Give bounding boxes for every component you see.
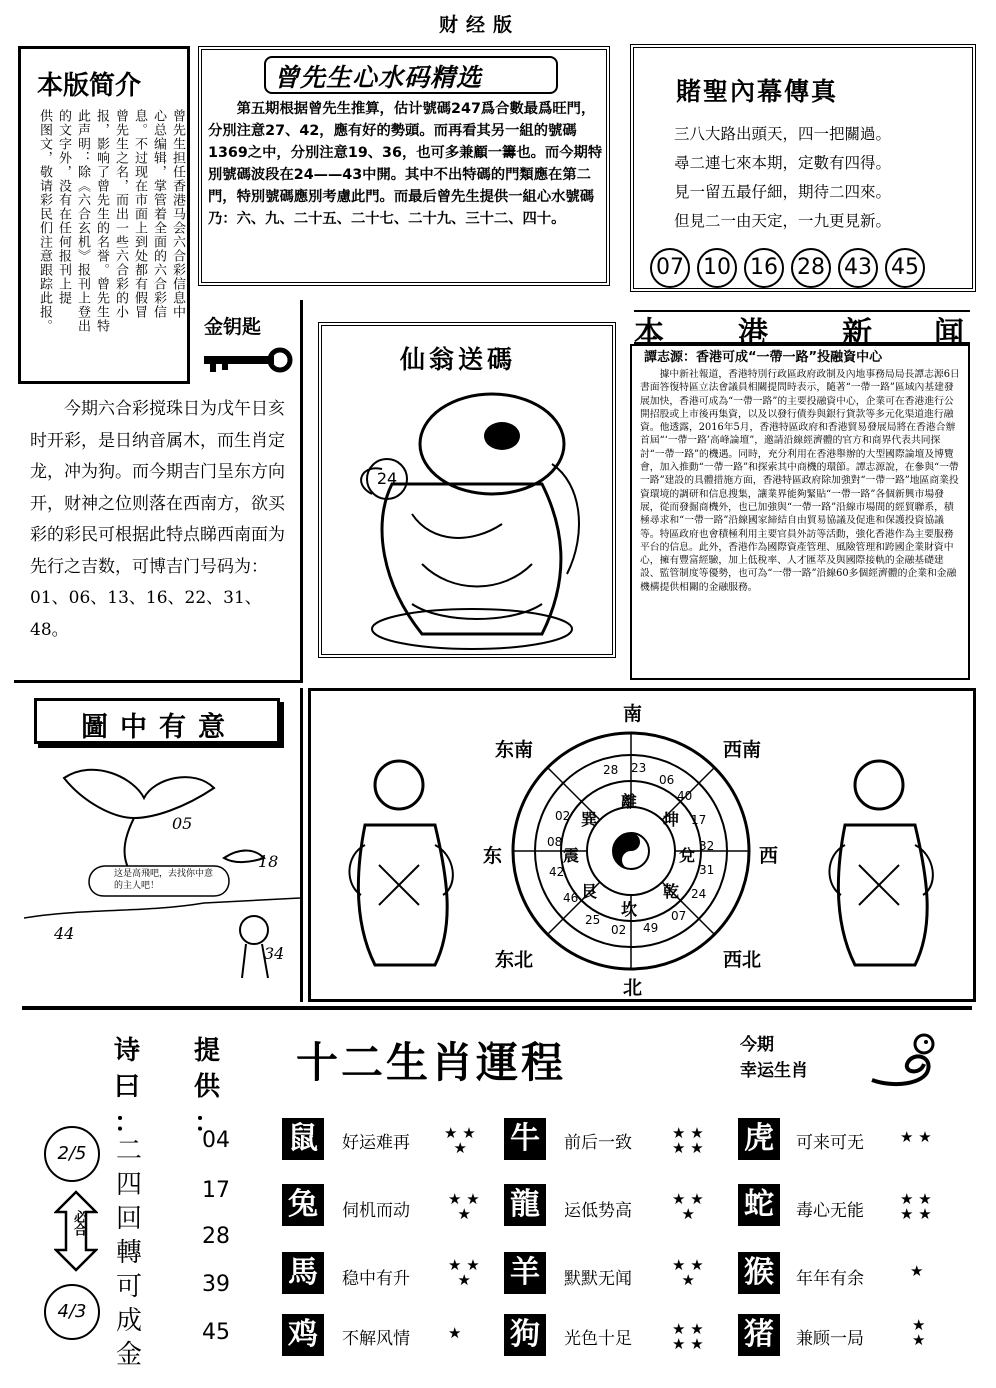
masthead-title: 财经版 <box>439 14 521 36</box>
fraction-circle-bottom <box>44 1284 100 1340</box>
compass-number: 06 <box>659 773 675 787</box>
poem-label-char: 曰 <box>113 1072 140 1102</box>
trigram: 離 <box>621 792 638 811</box>
compass-section <box>308 688 976 1002</box>
zodiac-fortune: 不解风情 <box>342 1329 410 1349</box>
zodiac-stars: ★ ★ ★ <box>672 1190 704 1223</box>
compass-dir-nw: 西南 <box>723 739 762 761</box>
intro-col: 的文字外，没有在任何报刊上提 <box>56 109 71 305</box>
compass-number: 08 <box>547 835 563 849</box>
poem-char: 轉 <box>115 1238 142 1268</box>
insider-line: 但見二一由天定，一九更見新。 <box>674 212 892 230</box>
intro-col: 息。不过现在市面上到处都有假冒 <box>132 109 147 319</box>
compass-number: 25 <box>585 913 601 927</box>
zodiac-stars: ★ ★ ★ <box>448 1190 480 1223</box>
merge-label: 必合 <box>71 1210 86 1236</box>
compass-dir-ne: 东南 <box>495 739 534 761</box>
intro-col: 曾先生担任香港马会六合彩信息中 <box>170 109 185 319</box>
intro-col: 此声明：除《六合玄机》报刊上登出 <box>75 109 90 333</box>
water-body: 第五期根据曾先生推算，估计號碼247爲合數最爲旺門，分別注意27、42，應有好的勢頭。而再看其另一組的號碼1369之中，分別注意19、36，也可多兼顧一籌也。而今期特別號碼波段在24——43中開。其中不出特碼的門類應在第二門，特別號碼應別考慮此門。而最后曾先生提供一組心水號碼乃：六、九、二十五、二十七、二十九、三十二、四十。 <box>208 101 603 227</box>
section-divider <box>22 1006 972 1010</box>
zodiac-stars: ★ ★ ★ ★ <box>672 1124 704 1157</box>
poem-char: 回 <box>115 1204 142 1234</box>
news-banner-char: 本 <box>634 316 664 351</box>
picture-title-box <box>34 698 280 744</box>
trigram: 乾 <box>663 882 680 901</box>
compass-dir-s: 北 <box>623 977 643 999</box>
golden-key-heading: 金钥匙 <box>204 316 262 338</box>
fraction-circle-top <box>44 1126 100 1182</box>
compass-number: 28 <box>603 763 619 777</box>
trigram: 兌 <box>679 846 696 865</box>
news-box <box>630 344 970 680</box>
intro-col: 供图文，敬请彩民们注意跟踪此报。 <box>37 109 52 333</box>
golden-paragraph: 今期六合彩搅珠日为戊午日亥时开彩，是日纳音属木，而生肖定龙，冲为狗。而今期吉门呈东方向开，财神之位则落在西南方，欲买彩的彩民可根据此特点睇西南面为先行之吉数，可博吉门号码为：01、06、13、16、22、31、48。 <box>30 399 285 640</box>
news-banner-char: 港 <box>738 316 768 351</box>
trigram: 坎 <box>621 900 638 919</box>
zodiac-fortune: 伺机而动 <box>342 1201 410 1221</box>
picture-section <box>14 688 303 1002</box>
poem-char: 四 <box>115 1170 142 1200</box>
pick-number: 45 <box>202 1320 230 1345</box>
zodiac-fortune: 可来可无 <box>796 1133 864 1153</box>
compass-number: 32 <box>699 839 715 853</box>
immortal-illustration <box>352 374 592 652</box>
fraction-top-text: 2/5 <box>57 1143 87 1164</box>
zodiac-fortune: 兼顾一局 <box>796 1329 864 1349</box>
trigram: 艮 <box>581 882 598 901</box>
insider-number: 28 <box>791 248 831 288</box>
compass-number: 31 <box>699 863 715 877</box>
compass-trigrams <box>511 731 751 971</box>
picture-title: 圖中有意 <box>81 712 237 743</box>
compass-number: 17 <box>691 813 707 827</box>
zodiac-stars: ★ ★ ★ <box>672 1256 704 1289</box>
zodiac-fortune: 运低势高 <box>564 1201 632 1221</box>
fraction-bottom-text: 4/3 <box>57 1301 87 1322</box>
insider-numbers <box>650 248 970 288</box>
compass-dir-w: 西 <box>759 845 779 867</box>
picture-number: 05 <box>172 814 193 833</box>
picture-number: 34 <box>264 944 285 963</box>
golden-key-logo <box>204 310 296 380</box>
poem-char: 二 <box>115 1136 142 1166</box>
zodiac-animal: 猪 <box>738 1314 780 1356</box>
zodiac-stars: ★ ★ ★ ★ <box>900 1190 932 1223</box>
zodiac-stars: ★ ★ ★ <box>448 1256 480 1289</box>
news-body: 據中新社報道，香港特別行政區政府政制及內地事務局局長譚志源6日書面答復特區立法會議員相關提問時表示，隨著“一帶一路”區域內基建發展加快，香港可成為“一帶一路”的主要投融資中心，企業可在香港進行公開招股或上市後再集資，以及以發行債券與銀行貸款等多元化渠道進行融資。他透露，2016年5月，香港特區政府和香港貿易發展局將在香港合辦首屆“‘一帶一路’高峰論壇”，邀請沿線經濟體的官方和商界代表共同探討“一帶一路”的機遇。同時，充分利用在香港舉辦的大型國際論壇及博覽會，加入推動“一帶一路”和探索其中商機的環節。譚志源說，在參與“一帶一路”建設的具體措施方面，香港特區政府除加強對“一帶一路”地區商業投資環境的調研和信息搜集，讓業界能夠緊貼“一帶一路”各個新興市場發展，從而發掘商機外，也已加強與“一帶一路”沿線市場間的經貿聯系，積極尋求和“一帶一路”沿線國家締結自由貿易協議及促進和保護投資協議等。特區政府也會積極利用主要官員外訪等活動，強化香港作為主要服務平台的信息。此外，香港作為國際資產管理、風險管理和跨國企業財資中心，擁有豐富經驗，加上低稅率、人才匯萃及與國際接軌的金融基礎建設、監管制度等優勢，也可為“一帶一路”沿線60多個經濟體的企業和金融機構提供相關的金融服務。 <box>640 369 960 593</box>
zodiac-animal: 馬 <box>282 1252 324 1294</box>
provide-label-char: 提 <box>193 1036 220 1066</box>
zodiac-stars: ★ <box>910 1262 924 1280</box>
zodiac-animal: 羊 <box>504 1252 546 1294</box>
zodiac-stars: ★ ★ <box>900 1128 932 1146</box>
pick-number: 39 <box>202 1272 230 1297</box>
merge-arrow <box>54 1190 98 1272</box>
immortal-box <box>318 322 616 658</box>
compass-number: 23 <box>631 761 647 775</box>
provide-label-char: ： <box>193 1108 220 1138</box>
insider-number: 10 <box>697 248 737 288</box>
picture-number: 44 <box>54 924 75 943</box>
lucky-label-line2: 幸运生肖 <box>740 1061 808 1081</box>
compass-number: 46 <box>563 891 579 905</box>
compass-dir-n: 南 <box>623 703 643 725</box>
news-banner-char: 新 <box>842 316 872 351</box>
water-title: 曾先生心水码精选 <box>274 63 483 92</box>
compass-number: 24 <box>691 887 707 901</box>
water-box <box>198 46 610 286</box>
zodiac-title: 十二生肖運程 <box>296 1038 567 1087</box>
immortal-ball <box>366 458 408 500</box>
pick-list <box>202 1124 252 1364</box>
poem-char: 可 <box>115 1272 142 1302</box>
insider-number: 45 <box>885 248 925 288</box>
zodiac-stars: ★ ★ <box>912 1316 926 1349</box>
zodiac-fortune: 前后一致 <box>564 1133 632 1153</box>
zodiac-animal: 鸡 <box>282 1314 324 1356</box>
zodiac-animal: 牛 <box>504 1118 546 1160</box>
insider-title: 賭聖內幕傳真 <box>676 77 839 106</box>
news-banner <box>634 310 970 351</box>
insider-line: 尋二連七來本期，定數有四得。 <box>674 154 892 172</box>
zodiac-animal: 龍 <box>504 1184 546 1226</box>
child-figure-left <box>335 745 465 975</box>
poem-char: 成 <box>115 1306 142 1336</box>
masthead <box>425 8 575 34</box>
trigram: 巽 <box>581 810 598 829</box>
intro-col: 曾先生之名，而出一些六合彩的小 <box>113 109 128 319</box>
insider-box <box>630 44 976 292</box>
zodiac-stars: ★ ★ ★ <box>444 1124 476 1157</box>
trigram: 坤 <box>663 810 680 829</box>
immortal-ball-number: 24 <box>376 469 398 488</box>
golden-key-section <box>14 300 303 683</box>
zodiac-animal: 蛇 <box>738 1184 780 1226</box>
zodiac-fortune: 好运难再 <box>342 1133 410 1153</box>
zodiac-fortune: 毒心无能 <box>796 1201 864 1221</box>
zodiac-stars: ★ ★ ★ ★ <box>672 1320 704 1353</box>
immortal-title: 仙翁送碼 <box>400 345 517 374</box>
compass-number: 42 <box>549 865 565 879</box>
provide-label-char: 供 <box>193 1072 220 1102</box>
compass-number: 07 <box>671 909 687 923</box>
compass-number: 49 <box>643 921 659 935</box>
insider-line: 三八大路出頭天，四一把關過。 <box>674 125 892 143</box>
intro-col: 报，影响了曾先生的名誉。曾先生特 <box>94 109 109 333</box>
pick-number: 17 <box>202 1178 230 1203</box>
zodiac-fortune: 年年有余 <box>796 1269 864 1289</box>
picture-number: 18 <box>258 852 279 871</box>
intro-col: 心总编辑，掌管着全面的六合彩信 <box>151 109 166 319</box>
zodiac-grid <box>282 1118 972 1378</box>
intro-heading: 本版简介 <box>37 71 142 101</box>
insider-number: 07 <box>650 248 690 288</box>
zodiac-fortune: 默默无闻 <box>564 1269 632 1289</box>
child-figure-right <box>815 745 945 975</box>
poem-label-char: ： <box>113 1108 140 1138</box>
poem-label-char: 诗 <box>113 1036 140 1066</box>
zodiac-animal: 狗 <box>504 1314 546 1356</box>
picture-speech: 这是高飛吧，去找你中意的主人吧！ <box>114 869 214 891</box>
zodiac-animal: 兔 <box>282 1184 324 1226</box>
trigram: 震 <box>563 846 580 865</box>
key-icon <box>204 340 294 380</box>
compass-dir-se: 东北 <box>495 949 534 971</box>
compass-number: 40 <box>677 789 693 803</box>
news-banner-char: 闻 <box>934 316 964 351</box>
zodiac-stars: ★ <box>448 1324 462 1342</box>
compass-dir-e: 东 <box>483 845 503 867</box>
poem-char: 金 <box>115 1340 142 1370</box>
news-section <box>626 304 976 684</box>
zodiac-fortune: 稳中有升 <box>342 1269 410 1289</box>
compass-dir-sw: 西北 <box>723 949 762 971</box>
zodiac-animal: 虎 <box>738 1118 780 1160</box>
lucky-label-line1: 今期 <box>740 1035 774 1055</box>
pick-number: 28 <box>202 1224 230 1249</box>
snake-icon <box>864 1030 940 1090</box>
news-headline: 譚志源：香港可成“一帶一路”投融資中心 <box>644 350 883 365</box>
zodiac-animal: 猴 <box>738 1252 780 1294</box>
zodiac-animal: 鼠 <box>282 1118 324 1160</box>
insider-number: 43 <box>838 248 878 288</box>
insider-number: 16 <box>744 248 784 288</box>
compass-number: 02 <box>611 923 627 937</box>
compass-number: 02 <box>555 809 571 823</box>
pick-number: 04 <box>202 1128 230 1153</box>
zodiac-fortune: 光色十足 <box>564 1329 632 1349</box>
insider-line: 見一留五最仔細，期待二四來。 <box>674 183 892 201</box>
